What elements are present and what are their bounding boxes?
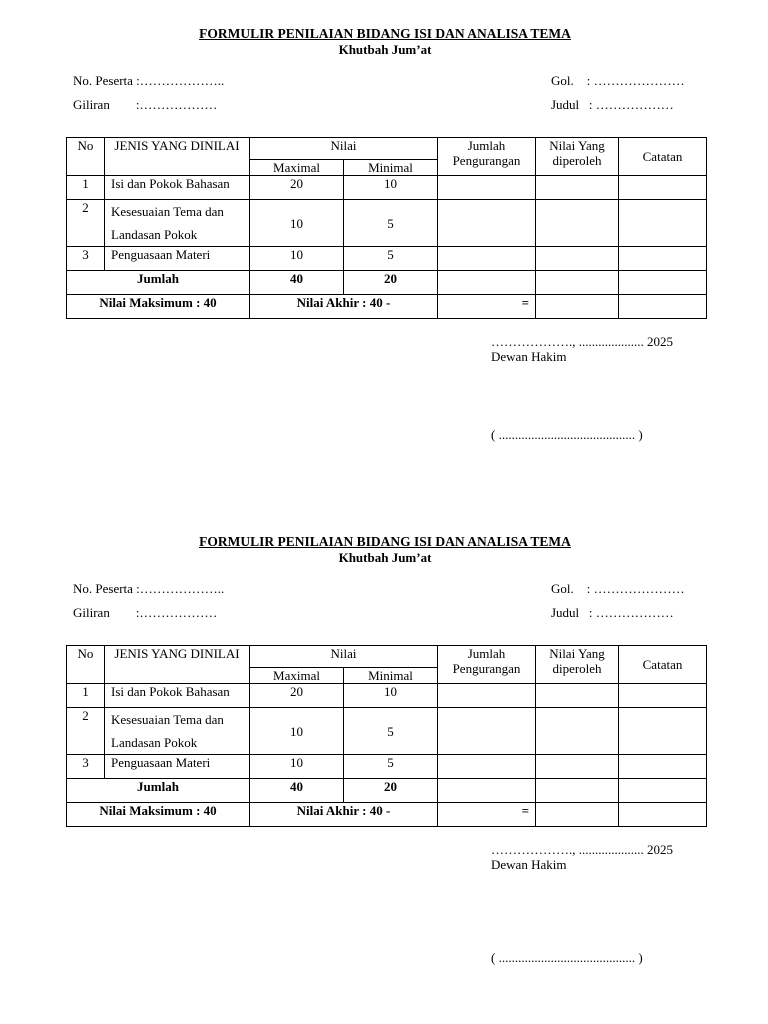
row-catatan-cell[interactable] — [619, 708, 707, 755]
jumlah-nilai-diperoleh-cell[interactable] — [536, 271, 619, 295]
row-nilai-diperoleh-cell[interactable] — [536, 708, 619, 755]
header-jumlah-pengurangan: Jumlah Pengurangan — [438, 646, 536, 684]
header-nilai-yang-diperoleh: Nilai Yang diperoleh — [536, 646, 619, 684]
row-no: 1 — [67, 684, 105, 708]
jumlah-nilai-diperoleh-cell[interactable] — [536, 779, 619, 803]
jumlah-row — [67, 779, 707, 803]
row-maximal: 10 — [250, 247, 344, 271]
jumlah-catatan-cell[interactable] — [619, 271, 707, 295]
no-peserta-field[interactable]: No. Peserta :……………….. — [73, 73, 225, 88]
assessment-table — [66, 645, 707, 827]
gol-field[interactable]: Gol. : ………………… — [551, 581, 685, 596]
table-row — [67, 708, 707, 755]
table-row — [67, 247, 707, 271]
header-jenis: JENIS YANG DINILAI — [105, 138, 250, 176]
equals-sign: = — [438, 803, 536, 827]
judul-field[interactable]: Judul : ……………… — [551, 605, 674, 620]
row-minimal: 5 — [344, 708, 438, 755]
row-jenis: Kesesuaian Tema dan Landasan Pokok — [105, 200, 250, 247]
header-maximal: Maximal — [250, 668, 344, 684]
row-catatan-cell[interactable] — [619, 755, 707, 779]
row-no: 2 — [67, 708, 105, 755]
form-subtitle: Khutbah Jum’at — [338, 550, 432, 565]
row-maximal: 10 — [250, 200, 344, 247]
header-no: No — [67, 138, 105, 176]
row-nilai-diperoleh-cell[interactable] — [536, 755, 619, 779]
signature-name-line[interactable]: ( .......................................... ) — [491, 950, 643, 965]
footer-row — [67, 295, 707, 319]
table-row — [67, 176, 707, 200]
footer-catatan-cell[interactable] — [619, 295, 707, 319]
row-maximal: 10 — [250, 708, 344, 755]
header-nilai: Nilai — [250, 646, 438, 668]
footer-catatan-cell[interactable] — [619, 803, 707, 827]
row-nilai-diperoleh-cell[interactable] — [536, 200, 619, 247]
row-jumlah-pengurangan-cell[interactable] — [438, 708, 536, 755]
nilai-maksimum: Nilai Maksimum : 40 — [67, 803, 250, 827]
form-title: FORMULIR PENILAIAN BIDANG ISI DAN ANALISA TEMA — [199, 26, 571, 41]
row-no: 3 — [67, 755, 105, 779]
jumlah-label: Jumlah — [67, 271, 250, 295]
jumlah-minimal: 20 — [344, 779, 438, 803]
row-jenis: Penguasaan Materi — [105, 247, 250, 271]
footer-result-cell[interactable] — [536, 295, 619, 319]
signature-date-line[interactable]: ………………., .................... 2025 — [491, 842, 673, 857]
jumlah-maximal: 40 — [250, 779, 344, 803]
row-jenis: Isi dan Pokok Bahasan — [105, 176, 250, 200]
row-catatan-cell[interactable] — [619, 176, 707, 200]
row-nilai-diperoleh-cell[interactable] — [536, 247, 619, 271]
gol-field[interactable]: Gol. : ………………… — [551, 73, 685, 88]
row-minimal: 5 — [344, 200, 438, 247]
row-catatan-cell[interactable] — [619, 247, 707, 271]
row-no: 3 — [67, 247, 105, 271]
table-row — [67, 200, 707, 247]
header-minimal: Minimal — [344, 160, 438, 176]
nilai-akhir: Nilai Akhir : 40 - — [250, 295, 438, 319]
giliran-field[interactable]: Giliran :……………… — [73, 605, 218, 620]
signature-name-line[interactable]: ( .......................................... ) — [491, 427, 643, 442]
form-subtitle: Khutbah Jum’at — [338, 42, 432, 57]
header-nilai-yang-diperoleh: Nilai Yang diperoleh — [536, 138, 619, 176]
row-maximal: 10 — [250, 755, 344, 779]
assessment-form-1 — [0, 25, 768, 505]
row-jenis: Penguasaan Materi — [105, 755, 250, 779]
header-maximal: Maximal — [250, 160, 344, 176]
header-minimal: Minimal — [344, 668, 438, 684]
jumlah-pengurangan-cell[interactable] — [438, 271, 536, 295]
signature-date-line[interactable]: ………………., .................... 2025 — [491, 334, 673, 349]
judul-field[interactable]: Judul : ……………… — [551, 97, 674, 112]
form-title: FORMULIR PENILAIAN BIDANG ISI DAN ANALISA TEMA — [199, 534, 571, 549]
row-maximal: 20 — [250, 176, 344, 200]
header-nilai: Nilai — [250, 138, 438, 160]
row-nilai-diperoleh-cell[interactable] — [536, 176, 619, 200]
jumlah-minimal: 20 — [344, 271, 438, 295]
row-minimal: 10 — [344, 684, 438, 708]
header-jenis: JENIS YANG DINILAI — [105, 646, 250, 684]
signature-role: Dewan Hakim — [491, 857, 567, 872]
jumlah-row — [67, 271, 707, 295]
table-row — [67, 684, 707, 708]
row-nilai-diperoleh-cell[interactable] — [536, 684, 619, 708]
assessment-form-2 — [0, 533, 768, 1013]
no-peserta-field[interactable]: No. Peserta :……………….. — [73, 581, 225, 596]
row-minimal: 5 — [344, 755, 438, 779]
assessment-table — [66, 137, 707, 319]
signature-role: Dewan Hakim — [491, 349, 567, 364]
nilai-maksimum: Nilai Maksimum : 40 — [67, 295, 250, 319]
header-no: No — [67, 646, 105, 684]
footer-row — [67, 803, 707, 827]
row-no: 1 — [67, 176, 105, 200]
row-jenis: Isi dan Pokok Bahasan — [105, 684, 250, 708]
jumlah-pengurangan-cell[interactable] — [438, 779, 536, 803]
row-minimal: 10 — [344, 176, 438, 200]
header-catatan: Catatan — [619, 646, 707, 684]
jumlah-label: Jumlah — [67, 779, 250, 803]
jumlah-maximal: 40 — [250, 271, 344, 295]
header-jumlah-pengurangan: Jumlah Pengurangan — [438, 138, 536, 176]
row-catatan-cell[interactable] — [619, 200, 707, 247]
row-jumlah-pengurangan-cell[interactable] — [438, 684, 536, 708]
header-catatan: Catatan — [619, 138, 707, 176]
footer-result-cell[interactable] — [536, 803, 619, 827]
row-jenis: Kesesuaian Tema dan Landasan Pokok — [105, 708, 250, 755]
nilai-akhir: Nilai Akhir : 40 - — [250, 803, 438, 827]
equals-sign: = — [438, 295, 536, 319]
row-jumlah-pengurangan-cell[interactable] — [438, 200, 536, 247]
row-minimal: 5 — [344, 247, 438, 271]
row-jumlah-pengurangan-cell[interactable] — [438, 176, 536, 200]
row-no: 2 — [67, 200, 105, 247]
row-maximal: 20 — [250, 684, 344, 708]
row-jumlah-pengurangan-cell[interactable] — [438, 755, 536, 779]
giliran-field[interactable]: Giliran :……………… — [73, 97, 218, 112]
row-jumlah-pengurangan-cell[interactable] — [438, 247, 536, 271]
row-catatan-cell[interactable] — [619, 684, 707, 708]
jumlah-catatan-cell[interactable] — [619, 779, 707, 803]
table-row — [67, 755, 707, 779]
